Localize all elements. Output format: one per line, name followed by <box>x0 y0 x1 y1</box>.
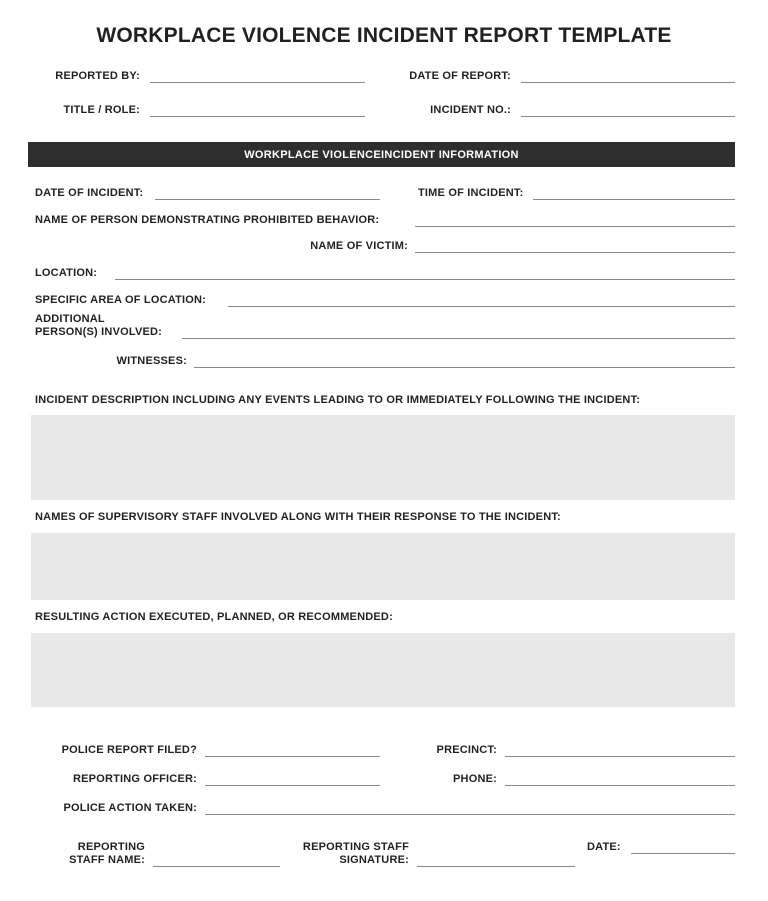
field-label-time-of-incident: TIME OF INCIDENT: <box>418 187 524 199</box>
field-label-title-role: TITLE / ROLE: <box>63 104 140 116</box>
field-incident-no <box>398 104 735 117</box>
field-additional-persons <box>35 313 735 339</box>
textarea-supervisory-staff[interactable] <box>31 533 735 600</box>
field-label-witnesses: WITNESSES: <box>116 355 187 367</box>
field-input-precinct[interactable] <box>505 755 735 757</box>
field-label-reported-by: REPORTED BY: <box>55 70 140 82</box>
field-input-date-of-incident[interactable] <box>155 198 380 200</box>
field-input-signature-date[interactable] <box>631 852 735 854</box>
field-input-police-report-filed[interactable] <box>205 755 380 757</box>
field-label-person-demonstrating: NAME OF PERSON DEMONSTRATING PROHIBITED BEHAVIOR: <box>35 214 380 226</box>
field-location <box>35 267 735 280</box>
field-input-time-of-incident[interactable] <box>533 198 735 200</box>
field-label-staff-signature-line2: SIGNATURE: <box>339 854 409 866</box>
field-reported-by <box>35 70 365 83</box>
field-label-reporting-officer: REPORTING OFFICER: <box>73 773 197 785</box>
field-label-name-of-victim: NAME OF VICTIM: <box>310 240 408 252</box>
textarea-incident-description[interactable] <box>31 415 735 500</box>
field-label-signature-date: DATE: <box>587 841 621 853</box>
field-input-reported-by[interactable] <box>150 81 365 83</box>
field-label-police-report-filed: POLICE REPORT FILED? <box>61 744 197 756</box>
field-input-name-of-victim[interactable] <box>415 251 735 253</box>
field-time-of-incident <box>418 187 735 200</box>
field-precinct <box>420 744 735 757</box>
textarea-resulting-action[interactable] <box>31 633 735 707</box>
field-date-of-report <box>398 70 735 83</box>
section-header-incident-information <box>28 142 735 167</box>
field-reporting-officer <box>35 773 380 786</box>
field-title-role <box>35 104 365 117</box>
field-input-police-action-taken[interactable] <box>205 813 735 815</box>
field-input-witnesses[interactable] <box>194 366 735 368</box>
field-input-person-demonstrating[interactable] <box>415 225 735 227</box>
field-label-phone: PHONE: <box>453 773 497 785</box>
field-staff-signature <box>285 841 575 867</box>
field-label-additional-persons-line2: PERSON(S) INVOLVED: <box>35 326 163 338</box>
field-label-police-action-taken: POLICE ACTION TAKEN: <box>63 802 197 814</box>
field-input-additional-persons[interactable] <box>182 337 735 339</box>
field-label-incident-no: INCIDENT NO.: <box>430 104 511 116</box>
block-label-resulting-action: RESULTING ACTION EXECUTED, PLANNED, OR RECOMMENDED: <box>35 611 393 623</box>
field-witnesses <box>35 355 735 368</box>
field-input-location[interactable] <box>115 278 735 280</box>
field-police-action-taken <box>35 802 735 815</box>
field-label-precinct: PRECINCT: <box>436 744 497 756</box>
field-label-additional-persons-line1: ADDITIONAL <box>35 313 105 325</box>
field-label-specific-area: SPECIFIC AREA OF LOCATION: <box>35 294 207 306</box>
page-title: WORKPLACE VIOLENCE INCIDENT REPORT TEMPLATE <box>96 24 672 47</box>
block-label-supervisory-staff: NAMES OF SUPERVISORY STAFF INVOLVED ALONG WITH THEIR RESPONSE TO THE INCIDENT: <box>35 511 561 523</box>
field-label-staff-signature-line1: REPORTING STAFF <box>302 841 409 853</box>
field-label-staff-name-line2: STAFF NAME: <box>69 854 145 866</box>
field-input-title-role[interactable] <box>150 115 365 117</box>
field-person-demonstrating <box>35 214 735 227</box>
field-input-staff-name[interactable] <box>153 865 280 867</box>
field-phone <box>420 773 735 786</box>
field-label-location: LOCATION: <box>35 267 98 279</box>
section-header-label: WORKPLACE VIOLENCEINCIDENT INFORMATION <box>244 148 519 161</box>
field-input-date-of-report[interactable] <box>521 81 735 83</box>
field-specific-area <box>35 294 735 307</box>
field-input-staff-signature[interactable] <box>417 865 575 867</box>
block-label-incident-description: INCIDENT DESCRIPTION INCLUDING ANY EVENTS LEADING TO OR IMMEDIATELY FOLLOWING THE INCIDENT: <box>35 394 641 406</box>
field-input-phone[interactable] <box>505 784 735 786</box>
field-police-report-filed <box>35 744 380 757</box>
field-input-specific-area[interactable] <box>228 305 735 307</box>
field-input-reporting-officer[interactable] <box>205 784 380 786</box>
field-label-staff-name-line1: REPORTING <box>77 841 145 853</box>
field-name-of-victim <box>35 240 735 253</box>
field-date-of-incident <box>35 187 390 200</box>
field-input-incident-no[interactable] <box>521 115 735 117</box>
field-staff-name <box>35 841 280 867</box>
field-label-date-of-report: DATE OF REPORT: <box>409 70 511 82</box>
field-label-date-of-incident: DATE OF INCIDENT: <box>35 187 144 199</box>
field-signature-date <box>587 841 735 854</box>
